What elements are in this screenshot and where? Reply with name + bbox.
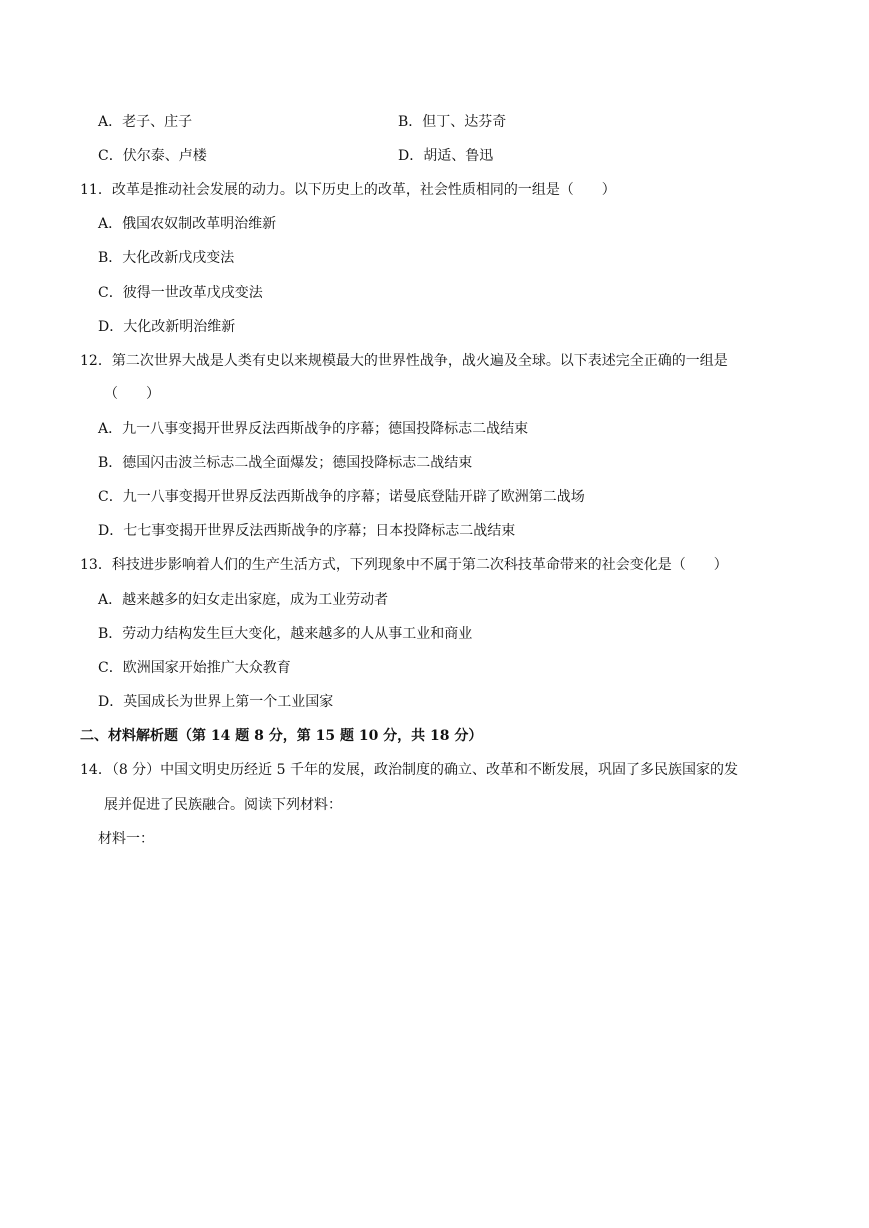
q13-option-a: A．越来越多的妇女走出家庭，成为工业劳动者 xyxy=(98,592,389,608)
q14-material-label: 材料一： xyxy=(98,831,154,847)
q13-option-b: B．劳动力结构发生巨大变化，越来越多的人从事工业和商业 xyxy=(98,626,473,642)
q10-option-c: C．伏尔泰、卢楼 xyxy=(98,148,207,164)
q13-option-c: C．欧洲国家开始推广大众教育 xyxy=(98,660,291,676)
q14-stem: 14．（8 分）中国文明史历经近 5 千年的发展，政治制度的确立、改革和不断发展，巩固了多民族国家的发 xyxy=(80,762,738,778)
q10-option-d: D．胡适、鲁迅 xyxy=(398,148,494,164)
q11-stem: 11．改革是推动社会发展的动力。以下历史上的改革，社会性质相同的一组是（ ） xyxy=(80,182,616,198)
q14-stem-cont: 展并促进了民族融合。阅读下列材料： xyxy=(104,797,342,813)
q10-option-a: A．老子、庄子 xyxy=(98,114,193,130)
q12-stem-cont: （ ） xyxy=(104,386,160,402)
q12-option-d: D．七七事变揭开世界反法西斯战争的序幕；日本投降标志二战结束 xyxy=(98,523,516,539)
q13-stem: 13．科技进步影响着人们的生产生活方式，下列现象中不属于第二次科技革命带来的社会变化是（ ） xyxy=(80,557,728,573)
q10-option-b: B．但丁、达芬奇 xyxy=(398,114,507,130)
q13-option-d: D．英国成长为世界上第一个工业国家 xyxy=(98,694,334,710)
q12-stem: 12．第二次世界大战是人类有史以来规模最大的世界性战争，战火遍及全球。以下表述完全正确的一组是 xyxy=(80,353,728,369)
section-heading: 二、材料解析题（第 14 题 8 分，第 15 题 10 分，共 18 分） xyxy=(80,728,483,744)
q11-option-d: D．大化改新明治维新 xyxy=(98,319,236,335)
q12-option-a: A．九一八事变揭开世界反法西斯战争的序幕；德国投降标志二战结束 xyxy=(98,421,529,437)
q11-option-b: B．大化改新戊戌变法 xyxy=(98,250,235,266)
q12-option-b: B．德国闪击波兰标志二战全面爆发；德国投降标志二战结束 xyxy=(98,455,473,471)
q11-option-a: A．俄国农奴制改革明治维新 xyxy=(98,216,277,232)
q12-option-c: C．九一八事变揭开世界反法西斯战争的序幕；诺曼底登陆开辟了欧洲第二战场 xyxy=(98,489,585,505)
q11-option-c: C．彼得一世改革戊戌变法 xyxy=(98,285,263,301)
